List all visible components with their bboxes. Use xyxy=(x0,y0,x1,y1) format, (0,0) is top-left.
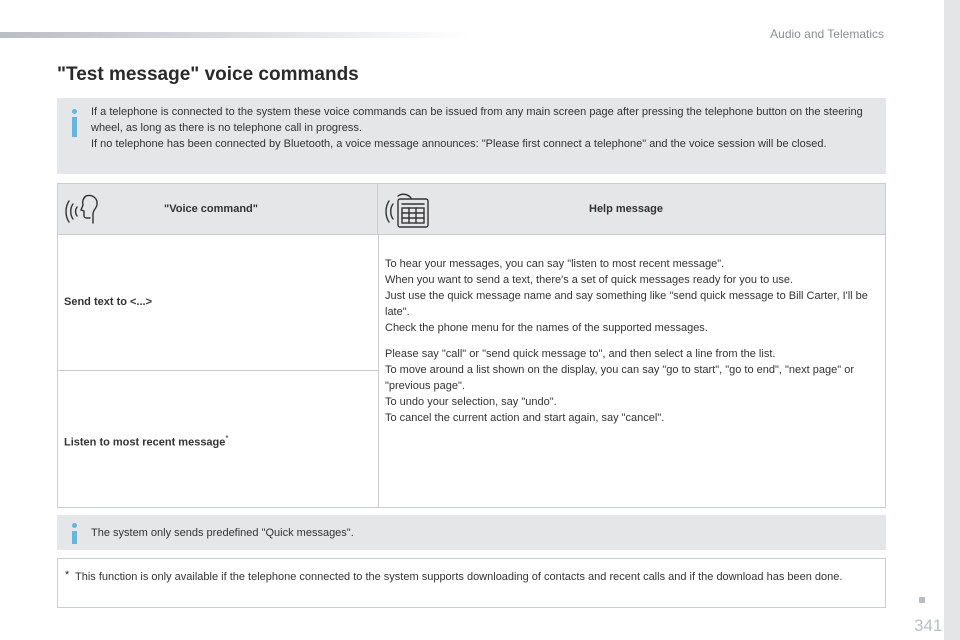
help-line: Check the phone menu for the names of the supported messages. xyxy=(385,322,708,334)
voice-command-header: "Voice command" xyxy=(164,203,258,215)
page-marker xyxy=(919,597,925,603)
voice-command-icon xyxy=(64,190,102,228)
help-message-header: Help message xyxy=(589,203,663,215)
header-bar xyxy=(0,32,470,38)
page-edge-strip xyxy=(944,0,960,640)
info-paragraph: If no telephone has been connected by Bluetooth, a voice message announces: "Please first connect a telephone" and the voice session will be closed. xyxy=(91,138,827,150)
footnote-marker: * xyxy=(225,434,229,443)
info-paragraph: If a telephone is connected to the system these voice commands can be issued from any main screen page after pressing the telephone button on the steering wheel, as long as there is no telephone call in progress. xyxy=(91,106,863,134)
help-message-text xyxy=(385,256,871,426)
help-line: To hear your messages, you can say "listen to most recent message". xyxy=(385,258,725,270)
info-box-top xyxy=(57,98,886,174)
help-line: To move around a list shown on the display, you can say "go to start", "go to end", "next page" or "previous page". xyxy=(385,364,854,392)
info-box-bottom xyxy=(57,515,886,550)
table-header-help-message xyxy=(378,184,885,234)
page-title: "Test message" voice commands xyxy=(57,64,359,85)
section-title: Audio and Telematics xyxy=(770,27,884,41)
command-label: Listen to most recent message xyxy=(64,436,226,449)
help-message-icon xyxy=(384,190,434,230)
help-line: When you want to send a text, there's a set of quick messages ready for you to use. xyxy=(385,274,794,286)
info-text xyxy=(91,104,876,152)
info-note: The system only sends predefined "Quick messages". xyxy=(91,527,354,539)
info-icon xyxy=(70,109,80,139)
voice-commands-table xyxy=(57,183,886,508)
help-line: Just use the quick message name and say something like "send quick message to Bill Carter, I'll be late". xyxy=(385,290,868,318)
footnote-box xyxy=(57,558,886,608)
footnote-text: This function is only available if the telephone connected to the system supports downloading of contacts and recent calls and if the download has been done. xyxy=(75,571,843,583)
help-line: Please say "call" or "send quick message to", and then select a line from the list. xyxy=(385,348,776,360)
command-send-text: Send text to <...> xyxy=(64,296,153,308)
help-line: To undo your selection, say "undo". xyxy=(385,396,557,408)
command-listen-recent xyxy=(64,434,229,449)
table-header-voice-command xyxy=(58,184,378,234)
help-line: To cancel the current action and start again, say "cancel". xyxy=(385,412,665,424)
footnote-marker: * xyxy=(65,569,70,581)
info-icon xyxy=(70,523,80,545)
page-number: 341 xyxy=(914,616,943,635)
